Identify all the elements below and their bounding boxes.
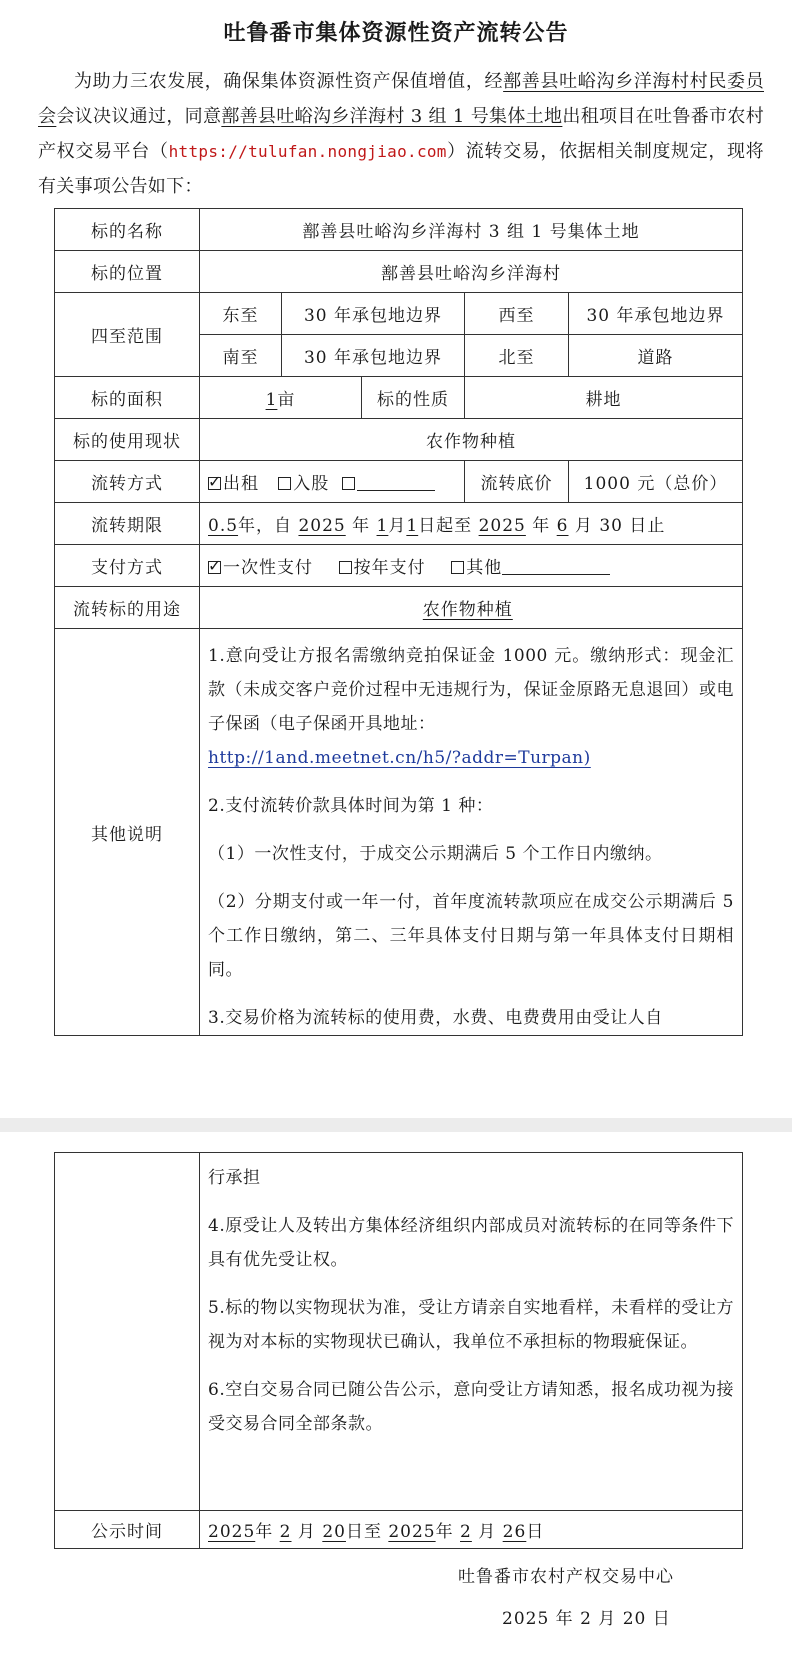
pub-end-day: 26	[502, 1522, 527, 1542]
term-end-text: 日止	[629, 516, 666, 536]
notes-content	[200, 629, 743, 1036]
end-day: 30	[599, 516, 623, 536]
pub-end-text: 日	[526, 1522, 545, 1542]
east-value: 30 年承包地边界	[282, 293, 465, 335]
pub-value	[200, 1511, 743, 1549]
signature-organization: 吐鲁番市农村产权交易中心	[458, 1567, 674, 1587]
note-3-part-1: 3.交易价格为流转标的使用费，水费、电费费用由受让人自	[208, 1008, 663, 1028]
signature-date: 2025 年 2 月 20 日	[502, 1609, 671, 1629]
method-options	[200, 461, 465, 503]
area-label: 标的面积	[55, 377, 200, 419]
method-rent-label: 出租	[223, 474, 259, 494]
location-label: 标的位置	[55, 251, 200, 293]
area-unit: 亩	[277, 390, 296, 410]
usage-value: 农作物种植	[200, 419, 743, 461]
pay-options	[200, 545, 743, 587]
south-label: 南至	[200, 335, 282, 377]
location-value: 鄯善县吐峪沟乡洋海村	[200, 251, 743, 293]
term-value	[200, 503, 743, 545]
table-row	[55, 293, 743, 335]
info-table-continued	[54, 1152, 743, 1549]
table-row	[55, 461, 743, 503]
document-title: 吐鲁番市集体资源性资产流转公告	[223, 20, 569, 46]
intro-organization: 鄯善县吐峪沟乡洋海村村民委员会	[38, 71, 764, 127]
west-value: 30 年承包地边界	[569, 293, 743, 335]
info-table	[54, 208, 743, 1036]
table-row	[55, 209, 743, 251]
pub-to-text: 日至	[345, 1522, 382, 1542]
pub-start-year: 2025	[208, 1522, 256, 1542]
end-month-unit: 月	[574, 516, 593, 536]
pub-end-month: 2	[460, 1522, 472, 1542]
pay-other-blank[interactable]	[502, 557, 610, 575]
pay-label: 支付方式	[55, 545, 200, 587]
table-row	[55, 419, 743, 461]
intro-text-3: 出租项目在吐鲁番市农村产权交易平台（	[38, 106, 764, 162]
start-month: 1	[376, 516, 389, 536]
purpose-label: 流转标的用途	[55, 587, 200, 629]
south-value: 30 年承包地边界	[282, 335, 465, 377]
east-label: 东至	[200, 293, 282, 335]
note-3-part-2: 行承担	[208, 1168, 261, 1188]
pub-start-month: 2	[279, 1522, 292, 1542]
table-row	[55, 1153, 743, 1511]
document-page-2	[0, 1132, 792, 1672]
area-value	[200, 377, 362, 419]
area-number: 1	[265, 390, 278, 410]
notes-content-continued	[200, 1153, 743, 1511]
platform-url-link[interactable]: https://tulufan.nongjiao.com	[168, 142, 447, 161]
table-row	[55, 587, 743, 629]
method-rent-checkbox[interactable]	[208, 477, 221, 490]
base-price-value: 1000 元（总价）	[569, 461, 743, 503]
method-other-blank[interactable]	[357, 473, 435, 491]
notes-label: 其他说明	[55, 629, 200, 1036]
method-share-checkbox[interactable]	[278, 477, 291, 490]
method-other-checkbox[interactable]	[342, 477, 355, 490]
note-6: 6.空白交易合同已随公告公示，意向受让方请知悉，报名成功视为接受交易合同全部条款。	[208, 1380, 734, 1434]
note-5: 5.标的物以实物现状为准，受让方请亲自实地看样，未看样的受让方视为对本标的实物现状已确认，我单位不承担标的物瑕疵保证。	[208, 1298, 734, 1352]
nature-value: 耕地	[465, 377, 743, 419]
usage-label: 标的使用现状	[55, 419, 200, 461]
intro-subject: 鄯善县吐峪沟乡洋海村 3 组 1 号集体土地	[221, 106, 563, 127]
pay-other-label: 其他	[466, 558, 503, 578]
notes-label-continued	[55, 1153, 200, 1511]
pub-label: 公示时间	[55, 1511, 200, 1549]
table-row	[55, 377, 743, 419]
note-2b: （2）分期支付或一年一付，首年度流转款项应在成交公示期满后 5 个工作日缴纳，第二、三年具体支付日期与第一年具体支付日期相同。	[208, 892, 734, 980]
bounds-label: 四至范围	[55, 293, 200, 377]
pay-yearly-label: 按年支付	[353, 558, 426, 578]
guarantee-url-link[interactable]: http://1and.meetnet.cn/h5/?addr=Turpan)	[208, 748, 591, 768]
north-value: 道路	[569, 335, 743, 377]
pub-start-day: 20	[322, 1522, 346, 1542]
intro-text-2: 会议决议通过，同意	[56, 106, 222, 127]
note-2a: （1）一次性支付，于成交公示期满后 5 个工作日内缴纳。	[208, 844, 663, 864]
intro-text-1: 为助力三农发展，确保集体资源性资产保值增值，经	[74, 71, 504, 92]
end-month: 6	[556, 516, 569, 536]
west-label: 西至	[465, 293, 569, 335]
term-years: 0.5	[208, 516, 239, 536]
pay-once-checkbox[interactable]	[208, 561, 221, 574]
term-text: 年，自	[238, 516, 293, 536]
note-2: 2.支付流转价款具体时间为第 1 种：	[208, 796, 494, 816]
term-from-text: 日起至	[418, 516, 473, 536]
intro-text-4: ）流转交易，依据相关制度规定，现将有关事项公告如下：	[38, 141, 764, 197]
name-label: 标的名称	[55, 209, 200, 251]
method-share-label: 入股	[293, 474, 330, 494]
note-1	[208, 639, 734, 775]
table-row	[55, 545, 743, 587]
note-1-text: 1.意向受让方报名需缴纳竞拍保证金 1000 元。缴纳形式：现金汇款（未成交客户竞价过程中无违规行为，保证金原路无息退回）或电子保函（电子保函开具地址：	[208, 646, 734, 734]
table-row	[55, 251, 743, 293]
pay-other-checkbox[interactable]	[451, 561, 464, 574]
intro-paragraph	[38, 64, 764, 204]
pub-end-month-unit: 月	[478, 1522, 497, 1542]
method-label: 流转方式	[55, 461, 200, 503]
name-value: 鄯善县吐峪沟乡洋海村 3 组 1 号集体土地	[200, 209, 743, 251]
start-year: 2025	[298, 516, 346, 536]
term-label: 流转期限	[55, 503, 200, 545]
pub-end-year-unit: 年	[435, 1522, 454, 1542]
table-row	[55, 503, 743, 545]
start-month-unit: 月	[388, 516, 407, 536]
purpose-text: 农作物种植	[422, 600, 513, 620]
start-year-unit: 年	[352, 516, 371, 536]
table-row	[55, 629, 743, 1036]
pub-start-month-unit: 月	[297, 1522, 316, 1542]
end-year: 2025	[478, 516, 526, 536]
pay-once-label: 一次性支付	[223, 558, 313, 578]
base-price-label: 流转底价	[465, 461, 569, 503]
start-day: 1	[406, 516, 419, 536]
nature-label: 标的性质	[362, 377, 465, 419]
pub-end-year: 2025	[388, 1522, 436, 1542]
purpose-value	[200, 587, 743, 629]
pay-yearly-checkbox[interactable]	[339, 561, 352, 574]
pub-start-year-unit: 年	[255, 1522, 274, 1542]
table-row	[55, 1511, 743, 1549]
north-label: 北至	[465, 335, 569, 377]
note-4: 4.原受让人及转出方集体经济组织内部成员对流转标的在同等条件下具有优先受让权。	[208, 1216, 734, 1270]
end-year-unit: 年	[532, 516, 551, 536]
